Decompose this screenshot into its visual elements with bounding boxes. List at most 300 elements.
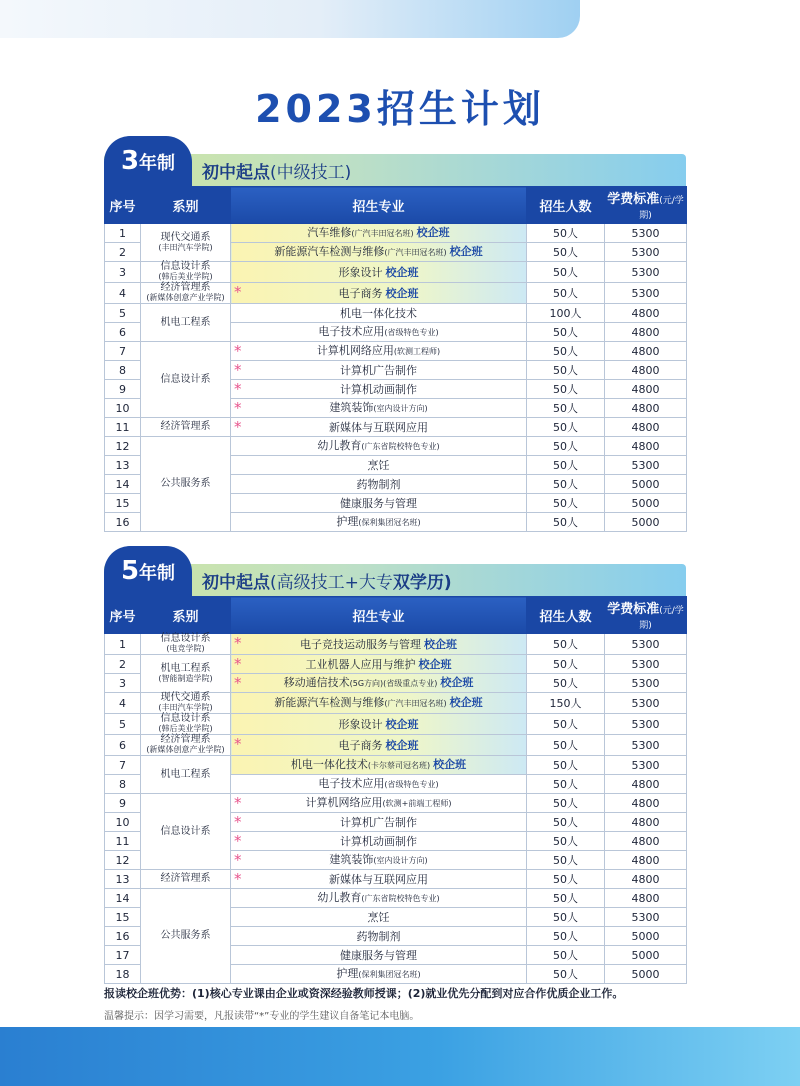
- major-note: (软测工程师): [393, 347, 441, 356]
- row-seq: 12: [105, 437, 141, 456]
- row-dept: [141, 342, 231, 418]
- row-seq: 3: [105, 674, 141, 693]
- row-seq: 5: [105, 714, 141, 735]
- row-quota: 50人: [527, 399, 605, 418]
- major-name: 电子竞技运动服务与管理: [300, 637, 421, 651]
- table-row: [105, 870, 687, 889]
- major-note: (广东省院校特色专业): [361, 442, 440, 451]
- major-note: (室内设计方向): [373, 404, 428, 413]
- row-seq: 7: [105, 342, 141, 361]
- major-name: 电子商务: [338, 738, 383, 752]
- row-fee: 5300: [605, 674, 687, 693]
- major-name: 形象设计: [338, 717, 383, 731]
- row-seq: 1: [105, 224, 141, 243]
- row-dept: [141, 714, 231, 735]
- row-seq: 8: [105, 361, 141, 380]
- table-row: [105, 304, 687, 323]
- major-name: 汽车维修: [307, 226, 352, 239]
- major-name: 计算机广告制作: [340, 815, 417, 829]
- row-dept: [141, 304, 231, 342]
- dept-college: (韩后美业学院): [158, 724, 213, 733]
- row-fee: 5300: [605, 908, 687, 927]
- row-dept: [141, 735, 231, 756]
- row-quota: 50人: [527, 418, 605, 437]
- row-seq: 4: [105, 283, 141, 304]
- row-fee: 5300: [605, 283, 687, 304]
- major-name: 建筑装饰: [329, 853, 374, 866]
- years-label: 年制: [139, 153, 176, 174]
- row-fee: 5000: [605, 513, 687, 532]
- school-enterprise-tag: 校企班: [433, 758, 467, 771]
- row-quota: 50人: [527, 813, 605, 832]
- row-dept: [141, 693, 231, 714]
- years-badge: [104, 546, 192, 596]
- row-quota: 50人: [527, 224, 605, 243]
- table-row: [105, 224, 687, 243]
- major-name: 护理: [336, 515, 359, 528]
- col-fee-label: 学费标准: [607, 602, 660, 617]
- row-seq: 11: [105, 418, 141, 437]
- dept-college: (智能制造学院): [158, 673, 213, 683]
- table-row: [105, 437, 687, 456]
- dept-college: (新媒体创意产业学院): [146, 745, 225, 754]
- star-icon: *: [234, 634, 242, 652]
- row-major: [231, 475, 527, 494]
- major-name: 计算机网络应用: [305, 796, 383, 809]
- major-name: 形象设计: [338, 265, 383, 279]
- dept-name: 机电工程系: [160, 768, 211, 780]
- table-row: [105, 756, 687, 775]
- major-name: 电子商务: [338, 286, 383, 300]
- school-enterprise-tag: 校企班: [385, 738, 419, 752]
- dept-name: 机电工程系: [160, 662, 211, 674]
- row-quota: 50人: [527, 714, 605, 735]
- major-name: 新能源汽车检测与维修: [274, 696, 385, 709]
- row-major: [231, 243, 527, 262]
- row-quota: 50人: [527, 513, 605, 532]
- row-fee: 4800: [605, 851, 687, 870]
- row-fee: 5300: [605, 693, 687, 714]
- table-row: [105, 794, 687, 813]
- star-icon: *: [234, 342, 242, 360]
- subtitle-bold: 初中起点: [202, 163, 270, 183]
- years-label: 年制: [139, 563, 176, 584]
- star-icon: *: [234, 735, 242, 753]
- row-seq: 6: [105, 323, 141, 342]
- dept-college: (韩后美业学院): [158, 272, 213, 281]
- star-icon: *: [234, 418, 242, 436]
- row-fee: 5300: [605, 714, 687, 735]
- major-name: 机电一体化技术: [290, 758, 368, 771]
- row-quota: 50人: [527, 456, 605, 475]
- row-major: [231, 756, 527, 775]
- dept-name: 现代交通系: [160, 692, 211, 703]
- row-fee: 4800: [605, 304, 687, 323]
- section-header: [104, 136, 686, 186]
- row-major: [231, 380, 527, 399]
- major-note: (室内设计方向): [373, 856, 428, 865]
- dept-name: 信息设计系: [160, 261, 211, 272]
- row-dept: [141, 756, 231, 794]
- school-enterprise-tag: 校企班: [385, 286, 419, 300]
- col-seq: 序号: [105, 187, 141, 224]
- table-header-row: [105, 187, 687, 224]
- dept-name: 经济管理系: [160, 421, 211, 432]
- star-icon: *: [234, 794, 242, 812]
- row-seq: 17: [105, 946, 141, 965]
- row-seq: 2: [105, 243, 141, 262]
- major-name: 药物制剂: [356, 477, 401, 491]
- row-fee: 4800: [605, 361, 687, 380]
- col-fee: [605, 187, 687, 224]
- row-seq: 15: [105, 494, 141, 513]
- row-seq: 1: [105, 634, 141, 655]
- row-fee: 4800: [605, 399, 687, 418]
- dept-name: 信息设计系: [160, 713, 211, 724]
- row-major: [231, 323, 527, 342]
- col-major: 招生专业: [231, 597, 527, 634]
- row-seq: 12: [105, 851, 141, 870]
- major-name: 新能源汽车检测与维修: [274, 245, 385, 258]
- major-note: (5G方向)(省级重点专业): [349, 679, 438, 688]
- row-quota: 50人: [527, 342, 605, 361]
- major-name: 移动通信技术: [283, 676, 350, 689]
- star-icon: *: [234, 283, 242, 301]
- subtitle-bold: 初中起点: [202, 573, 270, 593]
- col-seq: 序号: [105, 597, 141, 634]
- top-decor-band: [0, 0, 580, 38]
- row-major: [231, 889, 527, 908]
- row-major: [231, 513, 527, 532]
- school-enterprise-tag: 校企班: [385, 717, 419, 731]
- row-major: [231, 775, 527, 794]
- row-major: [231, 870, 527, 889]
- major-name: 护理: [336, 967, 359, 980]
- star-icon: *: [234, 813, 242, 831]
- star-icon: *: [234, 674, 242, 692]
- major-note: (软测+前端工程师): [382, 799, 452, 808]
- row-quota: 50人: [527, 946, 605, 965]
- row-seq: 18: [105, 965, 141, 984]
- school-enterprise-tag: 校企班: [385, 265, 419, 279]
- row-quota: 50人: [527, 380, 605, 399]
- row-fee: 4800: [605, 418, 687, 437]
- row-fee: 5000: [605, 494, 687, 513]
- dept-name: 公共服务系: [160, 478, 211, 489]
- col-major: 招生专业: [231, 187, 527, 224]
- row-fee: 5000: [605, 965, 687, 984]
- major-note: (保利集团冠名班): [358, 518, 421, 527]
- row-major: [231, 418, 527, 437]
- major-name: 计算机动画制作: [340, 834, 417, 848]
- subtitle-light: (高级技工+大专: [270, 573, 393, 593]
- row-seq: 6: [105, 735, 141, 756]
- row-dept: [141, 283, 231, 304]
- major-note: (广汽丰田冠名班): [351, 229, 414, 238]
- row-seq: 2: [105, 655, 141, 674]
- row-fee: 5000: [605, 927, 687, 946]
- table-row: [105, 262, 687, 283]
- dept-name: 公共服务系: [160, 930, 211, 941]
- table-body: [105, 634, 687, 984]
- row-quota: 50人: [527, 243, 605, 262]
- row-seq: 5: [105, 304, 141, 323]
- school-enterprise-tag: 校企班: [416, 226, 450, 239]
- star-icon: *: [234, 655, 242, 673]
- row-quota: 50人: [527, 775, 605, 794]
- row-seq: 13: [105, 456, 141, 475]
- major-note: (广汽丰田冠名班): [384, 699, 447, 708]
- major-name: 新媒体与互联网应用: [329, 872, 428, 886]
- major-name: 电子技术应用: [318, 777, 385, 790]
- row-major: [231, 946, 527, 965]
- row-fee: 4800: [605, 794, 687, 813]
- major-note: (卡尔蔡司冠名班): [367, 761, 431, 770]
- dept-college: (丰田汽车学院): [158, 703, 213, 712]
- row-major: [231, 224, 527, 243]
- table-row: [105, 714, 687, 735]
- row-fee: 5300: [605, 756, 687, 775]
- row-fee: 4800: [605, 342, 687, 361]
- row-major: [231, 714, 527, 735]
- row-major: [231, 655, 527, 674]
- row-quota: 50人: [527, 262, 605, 283]
- star-icon: *: [234, 851, 242, 869]
- col-fee: [605, 597, 687, 634]
- row-major: [231, 399, 527, 418]
- row-major: [231, 908, 527, 927]
- row-seq: 11: [105, 832, 141, 851]
- row-quota: 50人: [527, 655, 605, 674]
- row-fee: 4800: [605, 870, 687, 889]
- col-dept: 系别: [141, 597, 231, 634]
- major-name: 计算机网络应用: [316, 344, 394, 357]
- dept-name: 经济管理系: [160, 734, 211, 745]
- row-quota: 50人: [527, 832, 605, 851]
- row-fee: 4800: [605, 437, 687, 456]
- school-enterprise-tag: 校企班: [440, 676, 474, 689]
- row-major: [231, 794, 527, 813]
- row-dept: [141, 870, 231, 889]
- row-quota: 50人: [527, 735, 605, 756]
- row-quota: 50人: [527, 908, 605, 927]
- row-fee: 4800: [605, 832, 687, 851]
- major-note: (省级特色专业): [384, 780, 439, 789]
- table-row: [105, 283, 687, 304]
- row-fee: 5300: [605, 262, 687, 283]
- dept-name: 经济管理系: [160, 873, 211, 884]
- row-dept: [141, 794, 231, 870]
- section-5-year: [104, 546, 686, 984]
- row-quota: 50人: [527, 870, 605, 889]
- row-major: [231, 361, 527, 380]
- row-fee: 4800: [605, 380, 687, 399]
- major-name: 电子技术应用: [318, 325, 385, 338]
- row-fee: 5300: [605, 224, 687, 243]
- row-major: [231, 674, 527, 693]
- row-quota: 50人: [527, 634, 605, 655]
- col-quota: 招生人数: [527, 187, 605, 224]
- row-quota: 50人: [527, 475, 605, 494]
- row-dept: [141, 418, 231, 437]
- table-row: [105, 655, 687, 674]
- major-name: 幼儿教育: [317, 439, 362, 452]
- row-seq: 8: [105, 775, 141, 794]
- row-major: [231, 634, 527, 655]
- row-quota: 50人: [527, 889, 605, 908]
- row-seq: 9: [105, 380, 141, 399]
- years-number: 3: [120, 146, 140, 176]
- col-fee-unit: (元/学期): [639, 606, 684, 631]
- school-enterprise-tag: 校企班: [418, 657, 452, 671]
- dept-name: 信息设计系: [160, 825, 211, 837]
- note-advantage: 报读校企班优势：(1)核心专业课由企业或资深经验教师授课；(2)就业优先分配到对应合作优质企业工作。: [104, 987, 624, 1000]
- col-fee-unit: (元/学期): [639, 196, 684, 221]
- row-seq: 10: [105, 813, 141, 832]
- row-fee: 4800: [605, 775, 687, 794]
- row-dept: [141, 634, 231, 655]
- table-row: [105, 693, 687, 714]
- row-major: [231, 927, 527, 946]
- col-fee-label: 学费标准: [607, 192, 660, 207]
- row-seq: 16: [105, 927, 141, 946]
- major-note: (广东省院校特色专业): [361, 894, 440, 903]
- star-icon: *: [234, 399, 242, 417]
- subtitle-light: (中级技工): [270, 163, 352, 183]
- row-major: [231, 456, 527, 475]
- row-major: [231, 693, 527, 714]
- row-dept: [141, 262, 231, 283]
- row-fee: 4800: [605, 323, 687, 342]
- plan-table-3-year: [104, 186, 687, 532]
- star-icon: *: [234, 361, 242, 379]
- row-quota: 50人: [527, 794, 605, 813]
- table-row: [105, 634, 687, 655]
- dept-name: 机电工程系: [160, 316, 211, 328]
- section-3-year: [104, 136, 686, 532]
- major-name: 幼儿教育: [317, 891, 362, 904]
- row-seq: 14: [105, 889, 141, 908]
- section-header: [104, 546, 686, 596]
- row-seq: 9: [105, 794, 141, 813]
- table-row: [105, 418, 687, 437]
- major-note: (广汽丰田冠名班): [384, 248, 447, 257]
- star-icon: *: [234, 380, 242, 398]
- row-quota: 150人: [527, 693, 605, 714]
- row-fee: 5000: [605, 475, 687, 494]
- row-fee: 5300: [605, 655, 687, 674]
- row-major: [231, 304, 527, 323]
- table-row: [105, 342, 687, 361]
- row-quota: 50人: [527, 283, 605, 304]
- row-major: [231, 262, 527, 283]
- major-name: 烹饪: [367, 910, 390, 924]
- row-fee: 5300: [605, 735, 687, 756]
- row-major: [231, 851, 527, 870]
- row-seq: 16: [105, 513, 141, 532]
- dept-name: 信息设计系: [160, 373, 211, 385]
- row-fee: 5000: [605, 946, 687, 965]
- table-row: [105, 889, 687, 908]
- row-major: [231, 735, 527, 756]
- subtitle-end: 双学历): [392, 573, 452, 593]
- col-quota: 招生人数: [527, 597, 605, 634]
- col-dept: 系别: [141, 187, 231, 224]
- section-subtitle: [202, 568, 452, 593]
- major-name: 机电一体化技术: [340, 306, 417, 320]
- major-name: 工业机器人应用与维护: [305, 657, 416, 671]
- dept-college: (电竞学院): [166, 644, 205, 653]
- row-seq: 4: [105, 693, 141, 714]
- table-header-row: [105, 597, 687, 634]
- dept-college: (新媒体创意产业学院): [146, 293, 225, 302]
- major-name: 药物制剂: [356, 929, 401, 943]
- row-fee: 4800: [605, 813, 687, 832]
- major-name: 健康服务与管理: [340, 496, 417, 510]
- row-quota: 50人: [527, 756, 605, 775]
- row-seq: 10: [105, 399, 141, 418]
- section-subtitle: [202, 158, 351, 183]
- major-note: (省级特色专业): [384, 328, 439, 337]
- row-major: [231, 342, 527, 361]
- row-fee: 5300: [605, 456, 687, 475]
- row-dept: [141, 437, 231, 532]
- row-fee: 5300: [605, 634, 687, 655]
- school-enterprise-tag: 校企班: [424, 637, 457, 651]
- row-quota: 50人: [527, 965, 605, 984]
- note-tip: 温馨提示：因学习需要，凡报读带“*”专业的学生建议自备笔记本电脑。: [104, 1011, 420, 1022]
- row-dept: [141, 655, 231, 693]
- row-quota: 50人: [527, 851, 605, 870]
- notes: [104, 985, 704, 1022]
- dept-college: (丰田汽车学院): [158, 242, 213, 252]
- star-icon: *: [234, 832, 242, 850]
- plan-table-5-year: [104, 596, 687, 984]
- row-quota: 100人: [527, 304, 605, 323]
- row-major: [231, 813, 527, 832]
- row-major: [231, 965, 527, 984]
- row-seq: 13: [105, 870, 141, 889]
- major-name: 计算机动画制作: [340, 382, 417, 396]
- major-name: 烹饪: [367, 458, 390, 472]
- row-major: [231, 832, 527, 851]
- row-fee: 5300: [605, 243, 687, 262]
- major-note: (保利集团冠名班): [358, 970, 421, 979]
- row-dept: [141, 224, 231, 262]
- row-seq: 7: [105, 756, 141, 775]
- row-quota: 50人: [527, 927, 605, 946]
- major-name: 新媒体与互联网应用: [329, 420, 428, 434]
- row-quota: 50人: [527, 361, 605, 380]
- school-enterprise-tag: 校企班: [449, 245, 483, 258]
- star-icon: *: [234, 870, 242, 888]
- row-major: [231, 283, 527, 304]
- row-quota: 50人: [527, 674, 605, 693]
- page-title: 2023招生计划: [255, 87, 545, 131]
- dept-name: 现代交通系: [160, 231, 211, 243]
- row-quota: 50人: [527, 437, 605, 456]
- row-quota: 50人: [527, 494, 605, 513]
- row-seq: 14: [105, 475, 141, 494]
- row-seq: 3: [105, 262, 141, 283]
- table-body: [105, 224, 687, 532]
- table-row: [105, 735, 687, 756]
- row-major: [231, 494, 527, 513]
- school-enterprise-tag: 校企班: [449, 696, 483, 709]
- row-dept: [141, 889, 231, 984]
- row-fee: 4800: [605, 889, 687, 908]
- years-badge: [104, 136, 192, 186]
